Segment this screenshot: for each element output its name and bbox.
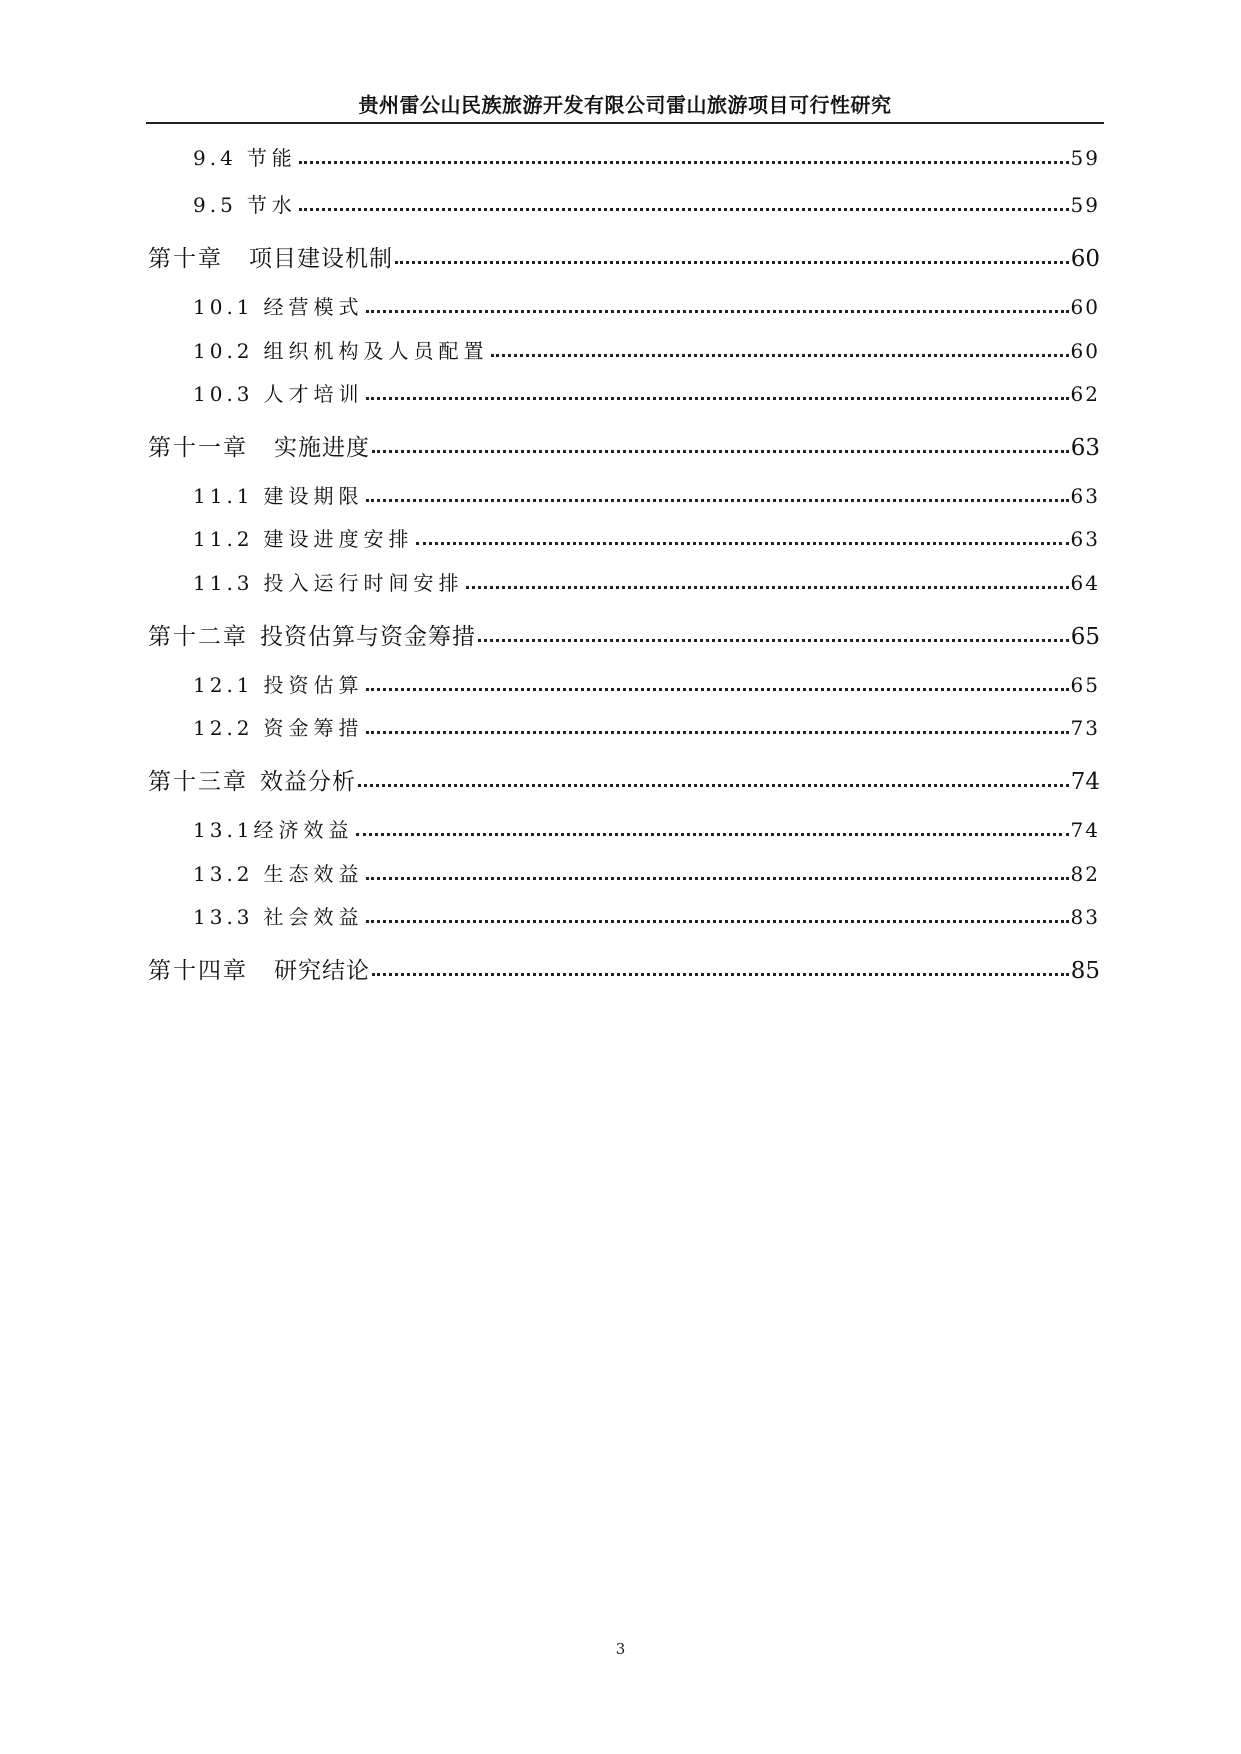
toc-entry-9-5[interactable] (193, 189, 1100, 217)
toc-entry-chapter-11[interactable] (148, 429, 1100, 459)
toc-section-title: 经济效益 (253, 818, 354, 842)
toc-section-title: 建设期限 (263, 484, 364, 508)
toc-page-number: 60 (1070, 295, 1100, 319)
toc-entry-12-2[interactable] (193, 712, 1100, 740)
toc-entry-13-3[interactable] (193, 901, 1100, 929)
dot-leader (395, 240, 1069, 270)
dot-leader (366, 669, 1069, 697)
toc-page-number: 64 (1070, 571, 1100, 595)
toc-entry-chapter-14[interactable] (148, 952, 1100, 982)
dot-leader (366, 378, 1069, 406)
toc-section-title: 投入运行时间安排 (263, 571, 464, 595)
toc-section-number: 12.1 (193, 673, 254, 697)
footer-page-number: 3 (615, 1640, 626, 1658)
toc-section-title: 资金筹措 (263, 716, 364, 740)
toc-page-number: 59 (1070, 146, 1100, 170)
toc-entry-12-1[interactable] (193, 669, 1100, 697)
toc-section-title: 节能 (246, 146, 297, 170)
dot-leader (358, 763, 1069, 793)
toc-chapter-title: 实施进度 (274, 435, 370, 461)
toc-entry-chapter-13[interactable] (148, 763, 1100, 793)
toc-entry-11-1[interactable] (193, 480, 1100, 508)
toc-section-number: 9.4 (193, 146, 237, 170)
toc-page-number: 83 (1070, 905, 1100, 929)
toc-page-number: 74 (1070, 769, 1100, 795)
toc-page-number: 65 (1070, 673, 1100, 697)
document-title: 贵州雷公山民族旅游开发有限公司雷山旅游项目可行性研究 (358, 93, 892, 117)
dot-leader (416, 523, 1069, 551)
toc-section-number: 10.1 (193, 295, 254, 319)
dot-leader (366, 480, 1069, 508)
toc-chapter-number: 第十章 (148, 246, 223, 272)
toc-section-title: 生态效益 (263, 862, 364, 886)
toc-chapter-number: 第十三章 (148, 769, 248, 795)
dot-leader (372, 429, 1069, 459)
dot-leader (466, 567, 1069, 595)
toc-page-number: 73 (1070, 716, 1100, 740)
toc-section-title: 节水 (246, 193, 297, 217)
toc-section-title: 经营模式 (263, 295, 364, 319)
toc-section-title: 建设进度安排 (263, 527, 414, 551)
toc-page-number: 59 (1070, 193, 1100, 217)
toc-chapter-title: 项目建设机制 (249, 246, 393, 272)
dot-leader (366, 712, 1069, 740)
dot-leader (372, 952, 1069, 982)
dot-leader (299, 189, 1069, 217)
toc-page-number: 74 (1070, 818, 1100, 842)
toc-section-number: 13.2 (193, 862, 254, 886)
toc-section-title: 投资估算 (263, 673, 364, 697)
dot-leader (366, 901, 1069, 929)
toc-page-number: 63 (1070, 527, 1100, 551)
toc-entry-10-1[interactable] (193, 291, 1100, 319)
toc-entry-11-2[interactable] (193, 523, 1100, 551)
toc-entry-10-3[interactable] (193, 378, 1100, 406)
toc-section-number: 10.3 (193, 382, 254, 406)
toc-chapter-number: 第十四章 (148, 958, 248, 984)
dot-leader (299, 142, 1069, 170)
toc-section-number: 12.2 (193, 716, 254, 740)
dot-leader (366, 858, 1069, 886)
toc-section-number: 13.1 (193, 818, 254, 842)
toc-page-number: 60 (1070, 246, 1100, 272)
dot-leader (491, 335, 1069, 363)
toc-chapter-title: 投资估算与资金筹措 (260, 624, 476, 650)
toc-chapter-number: 第十一章 (148, 435, 248, 461)
toc-page-number: 65 (1070, 624, 1100, 650)
toc-entry-13-2[interactable] (193, 858, 1100, 886)
toc-section-number: 10.2 (193, 339, 254, 363)
toc-entry-10-2[interactable] (193, 335, 1100, 363)
toc-entry-chapter-12[interactable] (148, 618, 1100, 648)
toc-page-number: 82 (1070, 862, 1100, 886)
toc-section-number: 11.3 (193, 571, 254, 595)
toc-section-number: 13.3 (193, 905, 254, 929)
toc-page-number: 62 (1070, 382, 1100, 406)
dot-leader (478, 618, 1069, 648)
toc-page-number: 63 (1070, 484, 1100, 508)
toc-entry-9-4[interactable] (193, 142, 1100, 170)
toc-chapter-title: 研究结论 (274, 958, 370, 984)
toc-section-title: 人才培训 (263, 382, 364, 406)
toc-page-number: 63 (1070, 435, 1100, 461)
toc-section-number: 11.1 (193, 484, 254, 508)
toc-entry-11-3[interactable] (193, 567, 1100, 595)
dot-leader (356, 814, 1069, 842)
toc-chapter-title: 效益分析 (260, 769, 356, 795)
toc-section-number: 11.2 (193, 527, 254, 551)
toc-section-title: 社会效益 (263, 905, 364, 929)
toc-chapter-number: 第十二章 (148, 624, 248, 650)
dot-leader (366, 291, 1069, 319)
toc-section-title: 组织机构及人员配置 (263, 339, 489, 363)
toc-page-number: 60 (1070, 339, 1100, 363)
toc-section-number: 9.5 (193, 193, 237, 217)
toc-entry-chapter-10[interactable] (148, 240, 1100, 270)
toc-page-number: 85 (1070, 958, 1100, 984)
toc-entry-13-1[interactable] (193, 814, 1100, 842)
